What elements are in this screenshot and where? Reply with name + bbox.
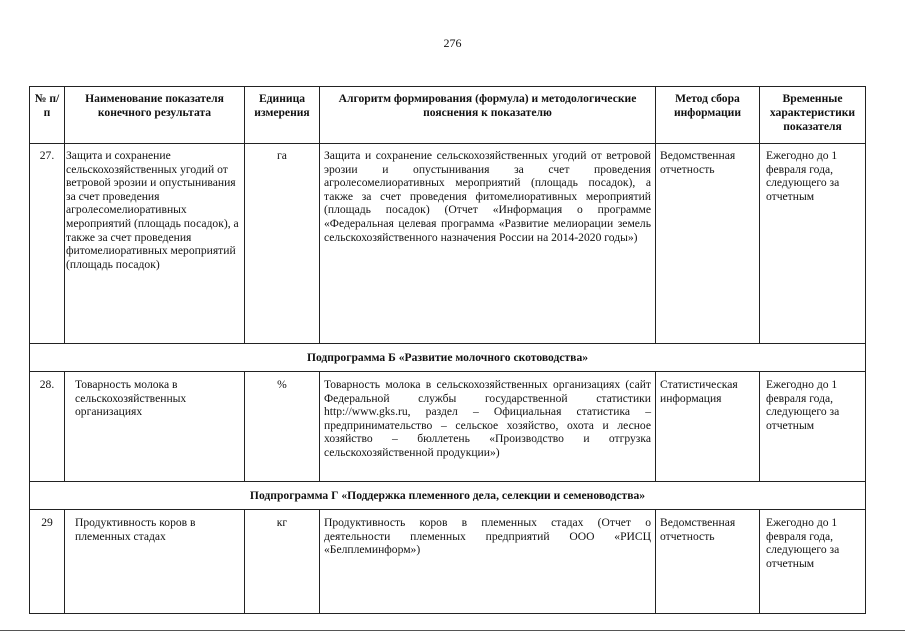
header-num: № п/п (30, 87, 65, 144)
row-indicator-name: Продуктивность коров в племенных стадах (65, 510, 245, 614)
subprogram-title: Подпрограмма Г «Поддержка племенного дела, селекции и семеноводства» (30, 482, 866, 510)
table-header-row (30, 87, 866, 144)
header-unit: Единица измерения (245, 87, 320, 144)
row-algorithm: Товарность молока в сельскохозяйственных организациях (сайт Федеральной службы государственной статистики http://www.gks.ru, раздел – Официальная статистика – предпринимательство – сельское хозяйство, охота и лесное хозяйство – бюллетень «Производство и отгрузка сельскохозяйственной продукции») (320, 372, 656, 482)
page-number: 276 (443, 36, 462, 50)
row-num: 29 (30, 510, 65, 614)
subprogram-heading-g (30, 482, 866, 510)
row-unit: % (245, 372, 320, 482)
row-method: Статистическая информация (656, 372, 760, 482)
row-num: 27. (30, 144, 65, 344)
indicators-table (29, 86, 866, 614)
header-name: Наименование показателя конечного результата (65, 87, 245, 144)
row-time: Ежегодно до 1 февраля года, следующего за отчетным (760, 144, 866, 344)
row-time: Ежегодно до 1 февраля года, следующего за отчетным (760, 510, 866, 614)
row-time: Ежегодно до 1 февраля года, следующего за отчетным (760, 372, 866, 482)
table-row (30, 144, 866, 344)
row-method: Ведомственная отчетность (656, 144, 760, 344)
table-row (30, 510, 866, 614)
header-method: Метод сбора информации (656, 87, 760, 144)
row-unit: га (245, 144, 320, 344)
subprogram-heading-b (30, 344, 866, 372)
row-unit: кг (245, 510, 320, 614)
row-algorithm: Продуктивность коров в племенных стадах (Отчет о деятельности племенных предприятий ООО «РИСЦ «Бeлплеминформ») (320, 510, 656, 614)
header-time: Временные характеристики показателя (760, 87, 866, 144)
subprogram-title: Подпрограмма Б «Развитие молочного скотоводства» (30, 344, 866, 372)
header-algorithm: Алгоритм формирования (формула) и методологические пояснения к показателю (320, 87, 656, 144)
row-num: 28. (30, 372, 65, 482)
scan-edge-line (0, 630, 905, 631)
row-algorithm: Защита и сохранение сельскохозяйственных угодий от ветровой эрозии и опустынивания за счет проведения агролесомелиоративных мероприятий (площадь посадок), а также за счет проведения фитомелиоративных мероприятий (площадь посадок) (Отчет «Информация о программе «Федеральная целевая программа «Развитие мелиорации земель сельскохозяйственного назначения России на 2014-2020 годы») (320, 144, 656, 344)
row-indicator-name: Товарность молока в сельскохозяйственных организациях (65, 372, 245, 482)
row-indicator-name: Защита и сохранение сельскохозяйственных угодий от ветровой эрозии и опустынивания за счет проведения агролесомелиоративных мероприятий (площадь посадок), а также за счет проведения фитомелиоративных мероприятий (площадь посадок) (65, 144, 245, 344)
row-method: Ведомственная отчетность (656, 510, 760, 614)
table-row (30, 372, 866, 482)
